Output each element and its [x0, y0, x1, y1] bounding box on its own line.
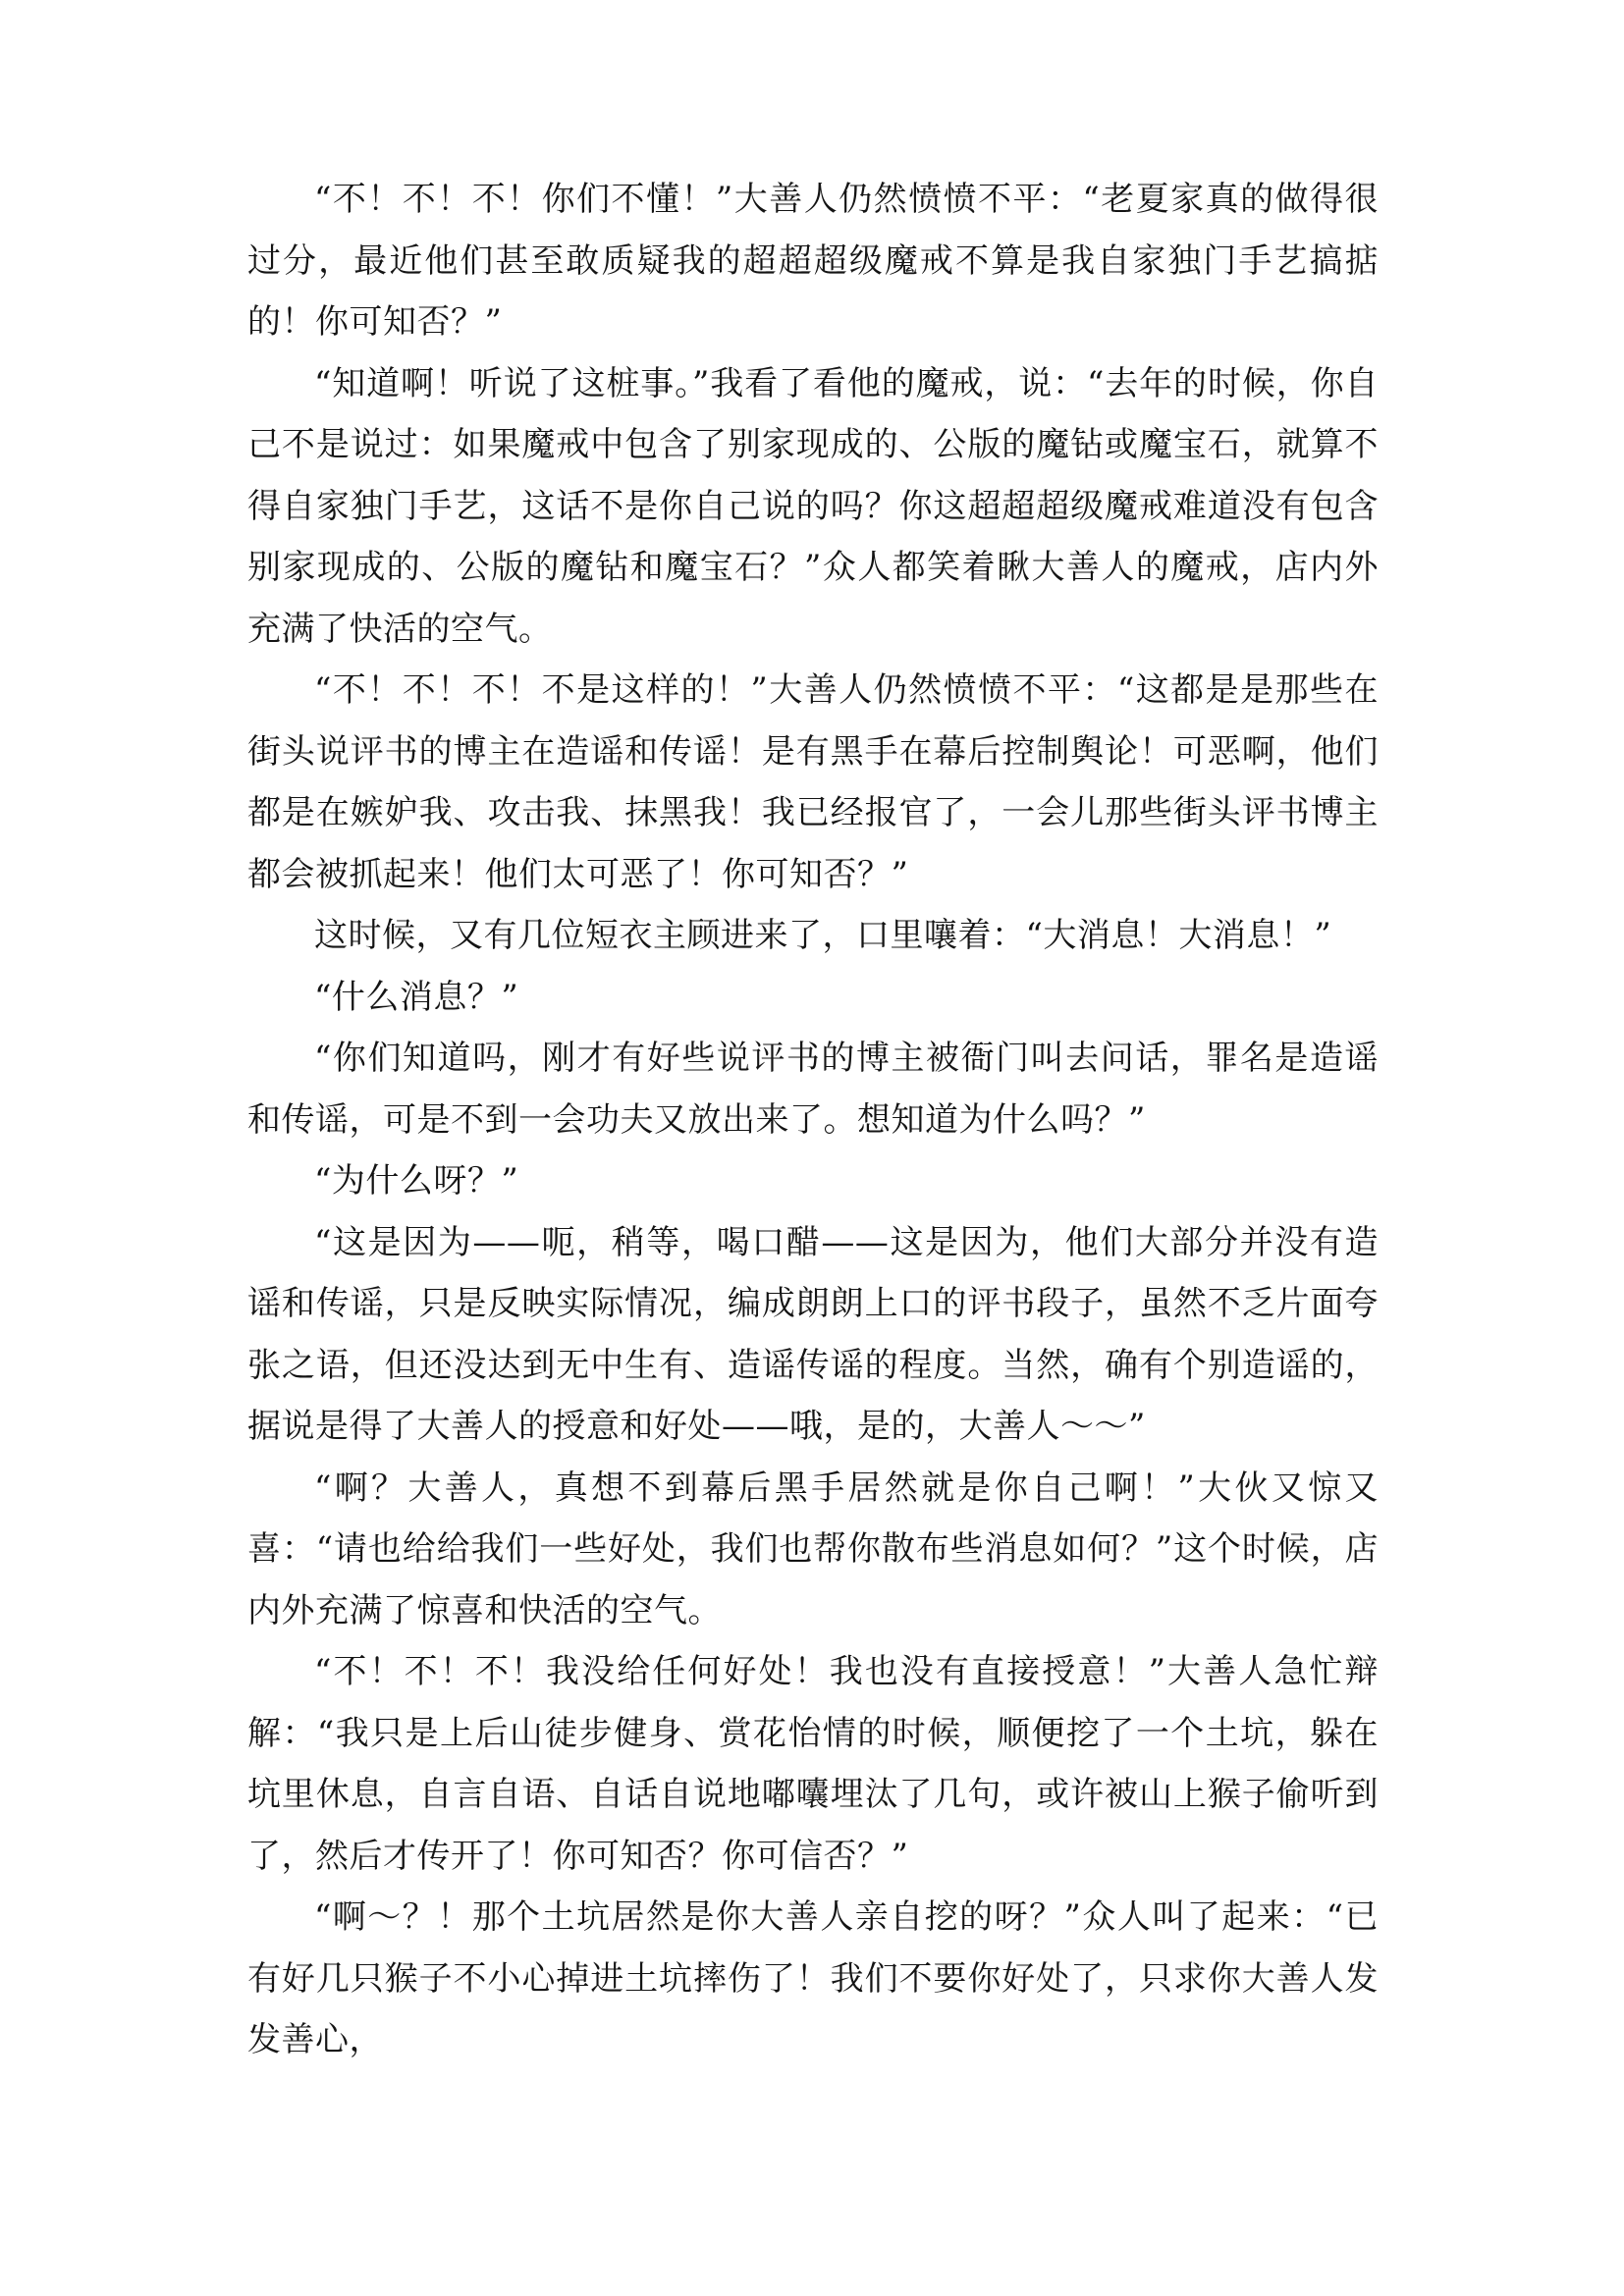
paragraph-7: “为什么呀？” — [314, 1161, 519, 1201]
paragraph-5: “什么消息？” — [314, 977, 519, 1017]
paragraph-6: “你们知道吗，刚才有好些说评书的博主被衙门叫去问话，罪名是造谣和传谣，可是不到一会功夫又放出来了。想知道为什么吗？” — [247, 1039, 1379, 1140]
paragraph-2: “知道啊！听说了这桩事。”我看了看他的魔戒，说：“去年的时候，你自己不是说过：如果魔戒中包含了别家现成的、公版的魔钻或魔宝石，就算不得自家独门手艺，这话不是你自己说的吗？你这超超超级魔戒难道没有包含别家现成的、公版的魔钻和魔宝石？”众人都笑着瞅大善人的魔戒，店内外充满了快活的空气。 — [247, 363, 1379, 649]
paragraph-9: “啊？大善人，真想不到幕后黑手居然就是你自己啊！”大伙又惊又喜：“请也给给我们一些好处，我们也帮你散布些消息如何？”这个时候，店内外充满了惊喜和快活的空气。 — [247, 1468, 1379, 1630]
paragraph-3: “不！不！不！不是这样的！”大善人仍然愤愤不平：“这都是是那些在街头说评书的博主在造谣和传谣！是有黑手在幕后控制舆论！可恶啊，他们都是在嫉妒我、攻击我、抹黑我！我已经报官了，一会儿那些街头评书博主都会被抓起来！他们太可恶了！你可知否？” — [247, 670, 1379, 894]
paragraph-4: 这时候，又有几位短衣主顾进来了，口里嚷着：“大消息！大消息！” — [314, 916, 1332, 955]
story-text — [247, 169, 1379, 2071]
paragraph-10: “不！不！不！我没给任何好处！我也没有直接授意！”大善人急忙辩解：“我只是上后山徒步健身、赏花怡情的时候，顺便挖了一个土坑，躲在坑里休息，自言自语、自话自说地嘟囔埋汰了几句，或许被山上猴子偷听到了，然后才传开了！你可知否？你可信否？” — [247, 1652, 1379, 1876]
paragraph-1: “不！不！不！你们不懂！”大善人仍然愤愤不平：“老夏家真的做得很过分，最近他们甚至敢质疑我的超超超级魔戒不算是我自家独门手艺搞掂的！你可知否？” — [247, 180, 1379, 342]
paragraph-11: “啊～？！那个土坑居然是你大善人亲自挖的呀？”众人叫了起来：“已有好几只猴子不小心掉进土坑摔伤了！我们不要你好处了，只求你大善人发发善心， — [247, 1897, 1379, 2059]
paragraph-8: “这是因为——呃，稍等，喝口醋——这是因为，他们大部分并没有造谣和传谣，只是反映实际情况，编成朗朗上口的评书段子，虽然不乏片面夸张之语，但还没达到无中生有、造谣传谣的程度。当然，确有个别造谣的，据说是得了大善人的授意和好处——哦，是的，大善人～～” — [247, 1222, 1379, 1446]
